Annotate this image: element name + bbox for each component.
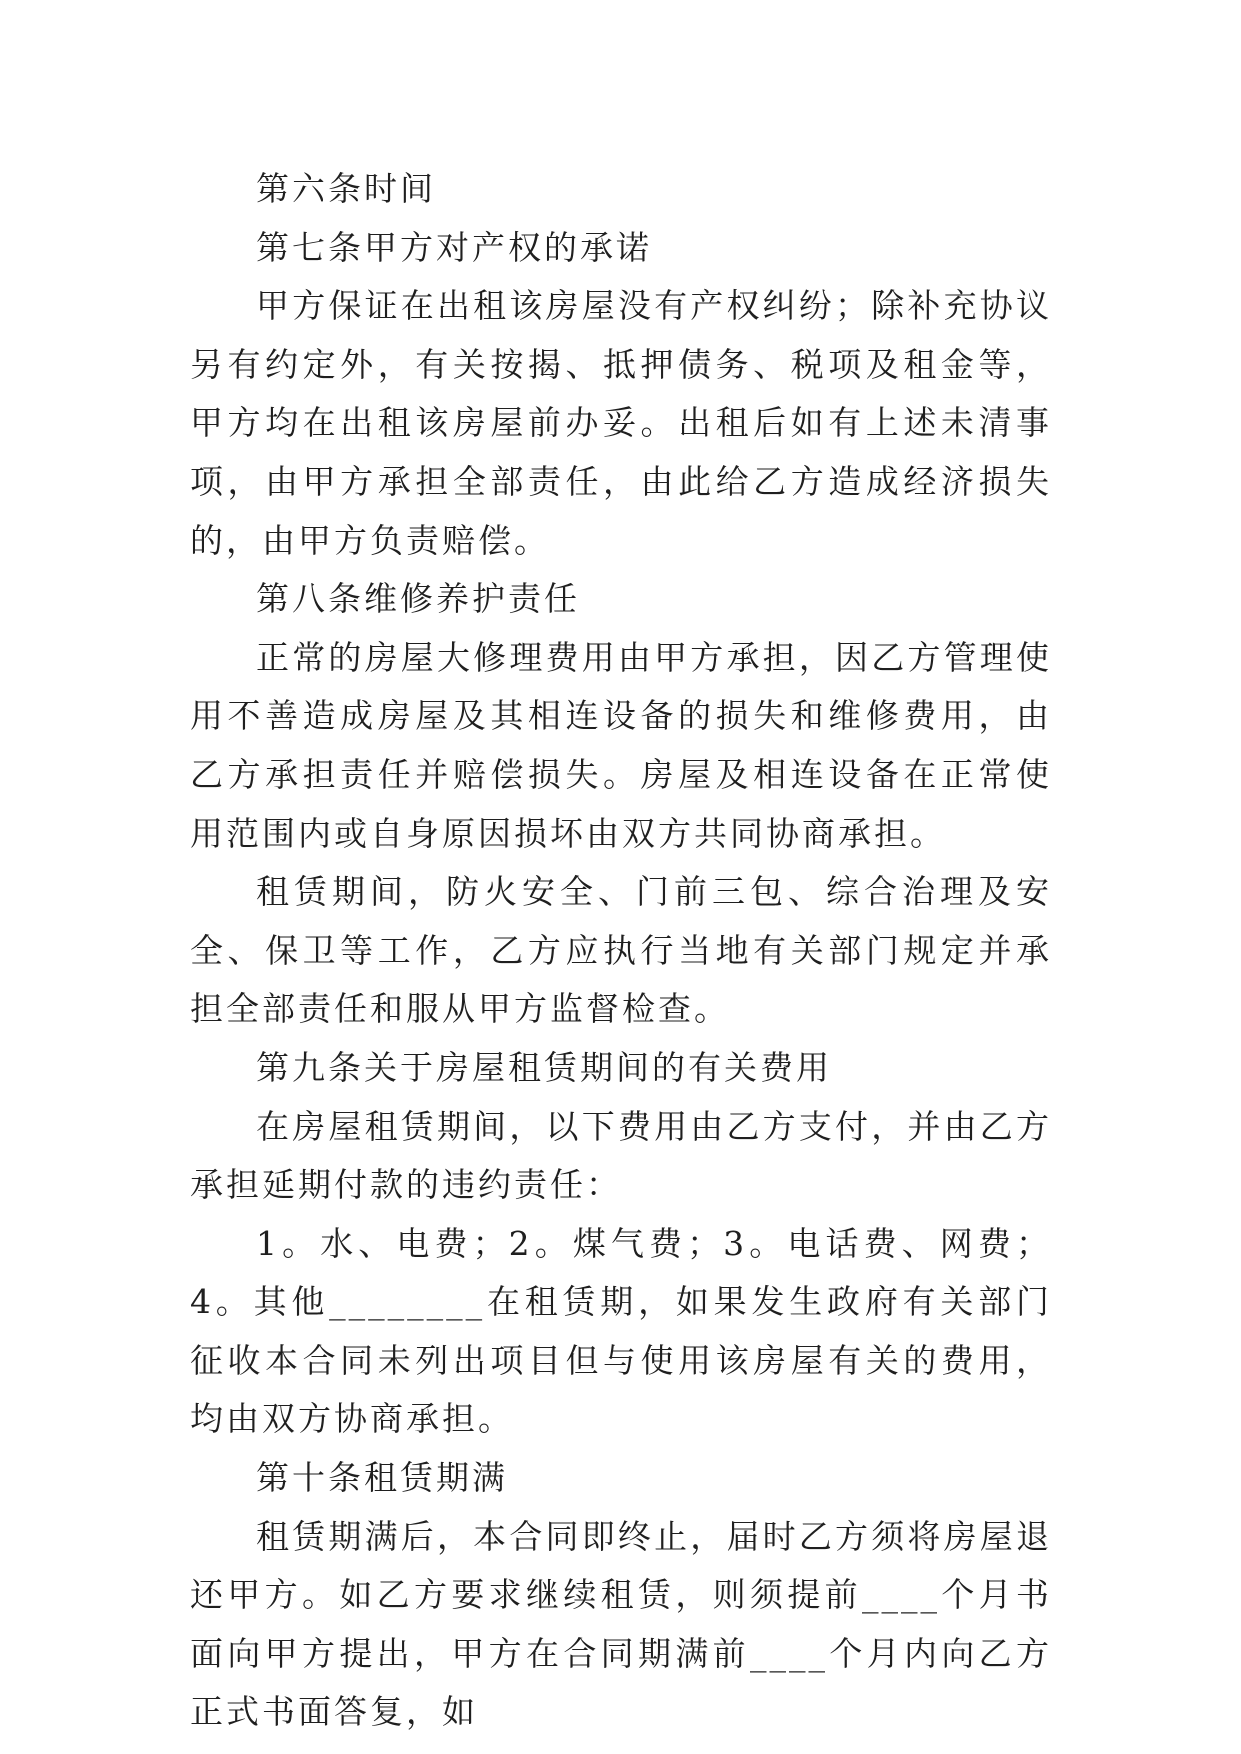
article-9-paragraph-1: 在房屋租赁期间，以下费用由乙方支付，并由乙方承担延期付款的违约责任： — [190, 1106, 1052, 1205]
article-8-paragraph-1: 正常的房屋大修理费用由甲方承担，因乙方管理使用不善造成房屋及其相连设备的损失和维修费用，由乙方承担责任并赔偿损失。房屋及相连设备在正常使用范围内或自身原因损坏由双方共同协商承担。 — [190, 637, 1052, 853]
article-9-paragraph-2: 1。水、电费；2。煤气费；3。电话费、网费；4。其他________在租赁期，如果发生政府有关部门征收本合同未列出项目但与使用该房屋有关的费用，均由双方协商承担。 — [190, 1223, 1052, 1439]
article-7-heading: 第七条甲方对产权的承诺 — [256, 227, 652, 267]
article-10-heading: 第十条租赁期满 — [256, 1458, 508, 1498]
article-8-paragraph-2: 租赁期间，防火安全、门前三包、综合治理及安全、保卫等工作，乙方应执行当地有关部门规定并承担全部责任和服从甲方监督检查。 — [190, 872, 1052, 1029]
article-6-heading: 第六条时间 — [256, 169, 436, 208]
article-9-heading: 第九条关于房屋租赁期间的有关费用 — [256, 1047, 832, 1087]
article-7-paragraph: 甲方保证在出租该房屋没有产权纠纷；除补充协议另有约定外，有关按揭、抵押债务、税项及租金等，甲方均在出租该房屋前办妥。出租后如有上述未清事项，由甲方承担全部责任，由此给乙方造成经济损失的，由甲方负责赔偿。 — [190, 286, 1052, 560]
article-8-heading: 第八条维修养护责任 — [256, 579, 580, 619]
document-body — [190, 160, 1052, 1742]
article-10-paragraph: 租赁期满后，本合同即终止，届时乙方须将房屋退还甲方。如乙方要求继续租赁，则须提前____个月书面向甲方提出，甲方在合同期满前____个月内向乙方正式书面答复，如 — [190, 1516, 1052, 1732]
